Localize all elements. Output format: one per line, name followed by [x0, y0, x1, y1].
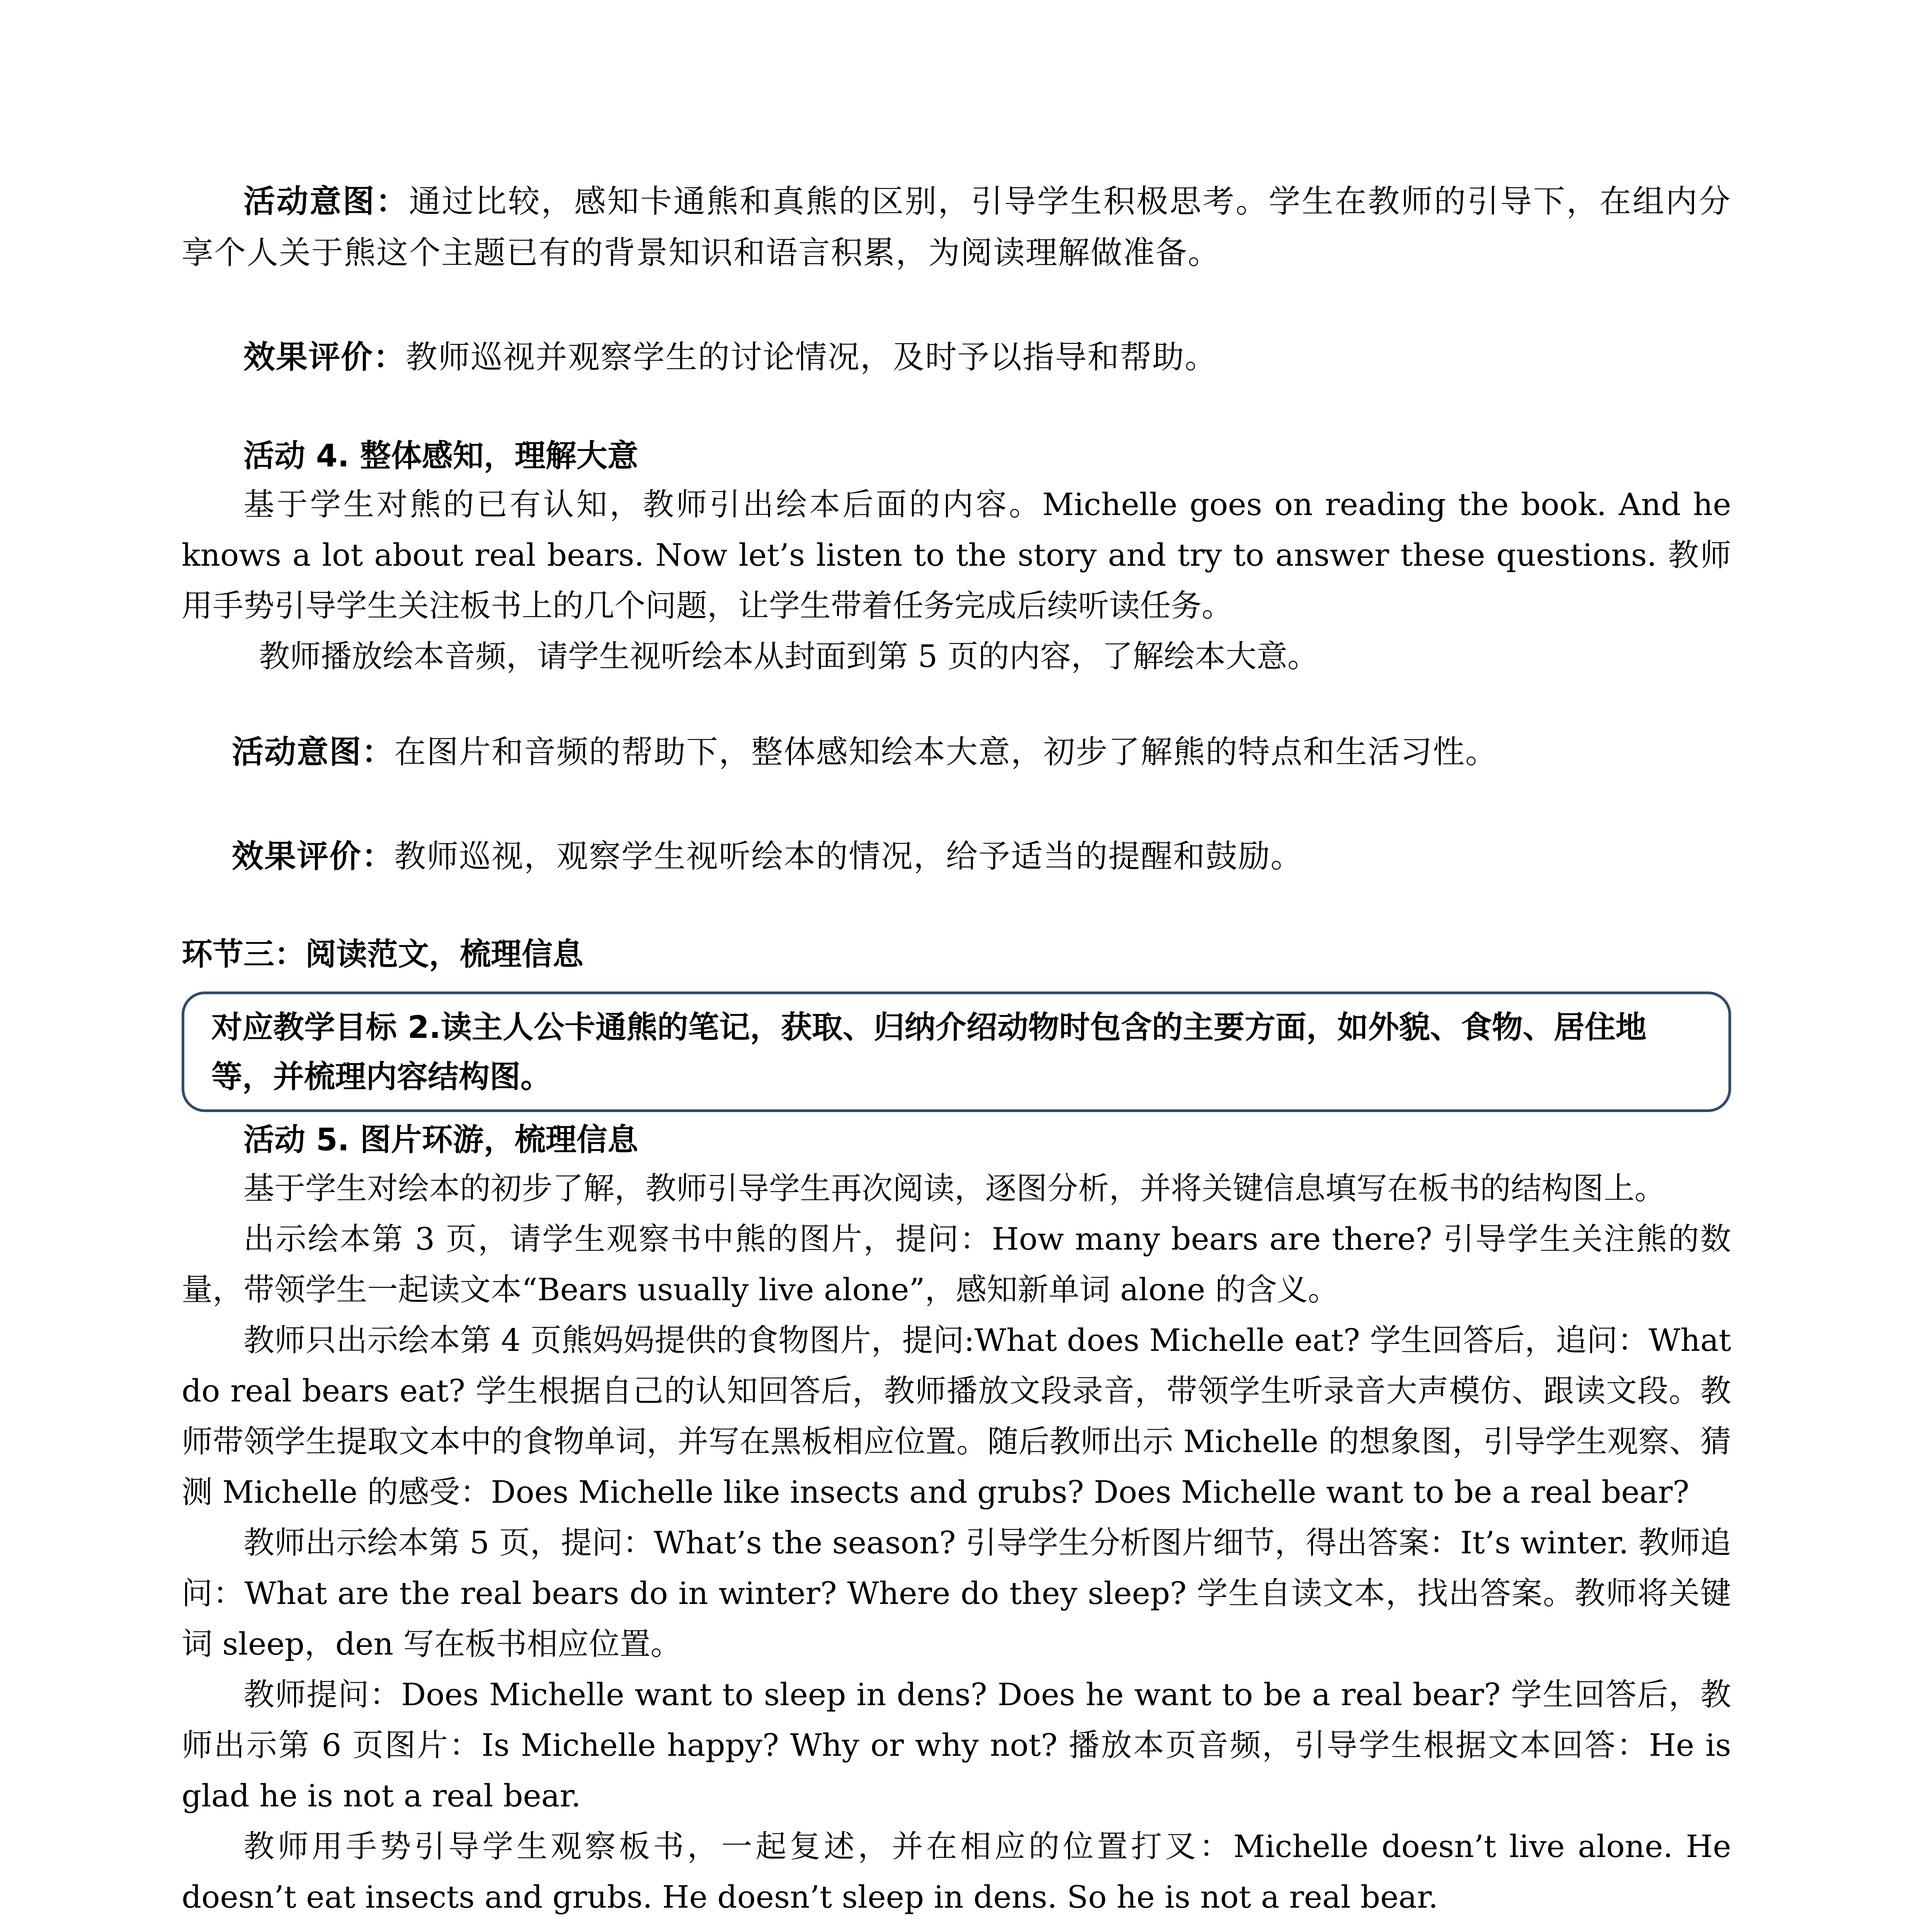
activity3-eval	[182, 332, 1731, 383]
activity5	[182, 1117, 1731, 1922]
activity3-intent-paragraph	[182, 176, 1731, 279]
eval-label: 效果评价：	[243, 338, 406, 376]
activity5-heading: 活动 5. 图片环游，梳理信息	[243, 1122, 638, 1158]
activity3-eval-paragraph	[182, 332, 1731, 383]
activity5-para4: 教师出示绘本第 5 页，提问：What’s the season? 引导学生分析图片细节，得出答案：It’s winter. 教师追问：What are the real bears do in winter? Where do they sleep? 学生自读文本，找出答案。教师将关键词 sleep，den 写在板书相应位置。	[182, 1525, 1731, 1662]
activity5-para5: 教师提问：Does Michelle want to sleep in dens? Does he want to be a real bear? 学生回答后，教师出示第 6 页图片：Is Michelle happy? Why or why not? 播放本页音频，引导学生根据文本回答：He is glad he is not a real bear.	[182, 1677, 1731, 1814]
intent-label: 活动意图：	[243, 183, 409, 220]
eval-label: 效果评价：	[232, 838, 395, 875]
activity5-para1: 基于学生对绘本的初步了解，教师引导学生再次阅读，逐图分析，并将关键信息填写在板书的结构图上。	[243, 1170, 1665, 1206]
intent-text: 通过比较，感知卡通熊和真熊的区别，引导学生积极思考。学生在教师的引导下，在组内分享个人关于熊这个主题已有的背景知识和语言积累，为阅读理解做准备。	[182, 183, 1731, 271]
activity4-heading: 活动 4. 整体感知，理解大意	[243, 438, 638, 474]
teaching-objective-text: 对应教学目标 2.读主人公卡通熊的笔记，获取、归纳介绍动物时包含的主要方面，如外貌、食物、居住地等，并梳理内容结构图。	[211, 1009, 1647, 1095]
intent-text: 在图片和音频的帮助下，整体感知绘本大意，初步了解熊的特点和生活习性。	[394, 734, 1498, 770]
activity4-para1: 基于学生对熊的已有认知，教师引出绘本后面的内容。Michelle goes on reading the book. And he knows a lot about real bears. Now let’s listen to the story and try to answer these questions. 教师用手势引导学生关注板书上的几个问题，让学生带着任务完成后续听读任务。	[182, 486, 1731, 624]
activity4-intent	[182, 726, 1731, 778]
activity4-eval	[182, 831, 1731, 882]
eval-text: 教师巡视并观察学生的讨论情况，及时予以指导和帮助。	[406, 339, 1218, 376]
activity5-para6: 教师用手势引导学生观察板书，一起复述，并在相应的位置打叉：Michelle doesn’t live alone. He doesn’t eat insects and grubs. He doesn’t sleep in dens. So he is not a real bear.	[182, 1828, 1731, 1915]
activity4	[182, 433, 1731, 682]
eval-text: 教师巡视，观察学生视听绘本的情况，给予适当的提醒和鼓励。	[394, 838, 1303, 875]
activity5-para2: 出示绘本第 3 页，请学生观察书中熊的图片，提问：How many bears are there? 引导学生关注熊的数量，带领学生一起读文本“Bears usually live alone”，感知新单词 alone 的含义。	[182, 1221, 1731, 1308]
activity5-para3: 教师只出示绘本第 4 页熊妈妈提供的食物图片，提问:What does Michelle eat? 学生回答后，追问：What do real bears eat? 学生根据自己的认知回答后，教师播放文段录音，带领学生听录音大声模仿、跟读文段。教师带领学生提取文本中的食物单词，并写在黑板相应位置。随后教师出示 Michelle 的想象图，引导学生观察、猜测 Michelle 的感受：Does Michelle like insects and grubs? Does Michelle want to be a real bear?	[182, 1322, 1731, 1510]
activity4-intent-paragraph	[182, 726, 1731, 778]
activity4-para2: 教师播放绘本音频，请学生视听绘本从封面到第 5 页的内容，了解绘本大意。	[259, 638, 1318, 674]
section3-heading: 环节三：阅读范文，梳理信息	[182, 936, 583, 972]
section3	[182, 931, 1731, 978]
activity4-eval-paragraph	[182, 831, 1731, 882]
intent-label: 活动意图：	[232, 733, 395, 770]
teaching-objective-box	[182, 992, 1731, 1112]
activity3-intent	[182, 176, 1731, 279]
